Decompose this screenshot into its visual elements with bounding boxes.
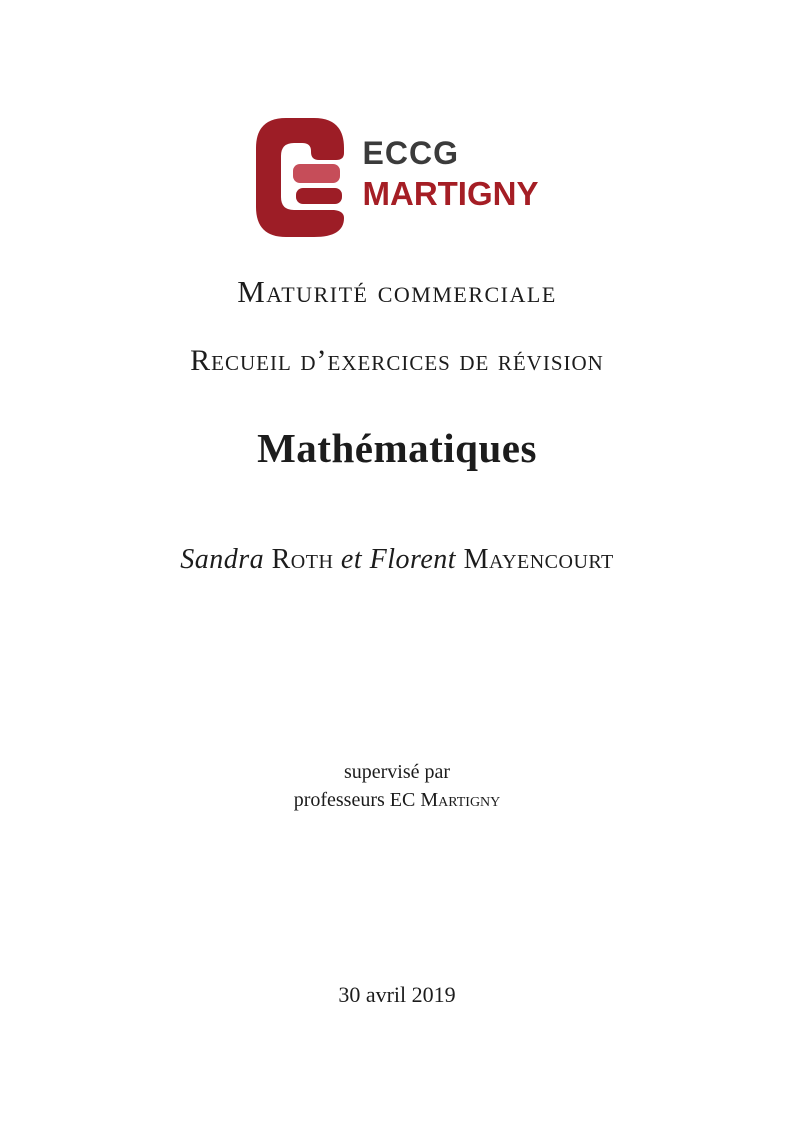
- supervision-line1: supervisé par: [343, 761, 451, 783]
- main-title: Mathématiques: [257, 425, 537, 471]
- degree-title: Maturité commerciale: [237, 274, 557, 309]
- logo-light-bar: [293, 164, 340, 183]
- author2-last-name: Mayencourt: [463, 544, 614, 575]
- logo-school-city: MARTIGNY: [362, 175, 539, 212]
- logo-wordmark: [363, 137, 539, 237]
- authors-separator: et: [340, 544, 363, 575]
- eccg-logo: [0, 118, 794, 237]
- supervision-professors: professeurs EC: [293, 789, 416, 811]
- supervision-school-name: Martigny: [420, 789, 501, 811]
- publication-date: 30 avril 2019: [338, 982, 456, 1007]
- author2-first-name: Florent: [369, 544, 457, 575]
- document-subtitle: Recueil d’exercices de révision: [190, 344, 604, 377]
- author1-last-name: Roth: [271, 544, 334, 575]
- eccg-logo-inner: [256, 118, 539, 237]
- author1-first-name: Sandra: [180, 544, 265, 575]
- logo-school-acronym: ECCG: [362, 135, 459, 171]
- authors-line: [0, 546, 794, 574]
- logo-dark-bar: [296, 188, 342, 204]
- supervision-block: [0, 758, 794, 814]
- eccg-logo-mark-icon: [256, 118, 344, 237]
- supervision-line2: [0, 786, 794, 814]
